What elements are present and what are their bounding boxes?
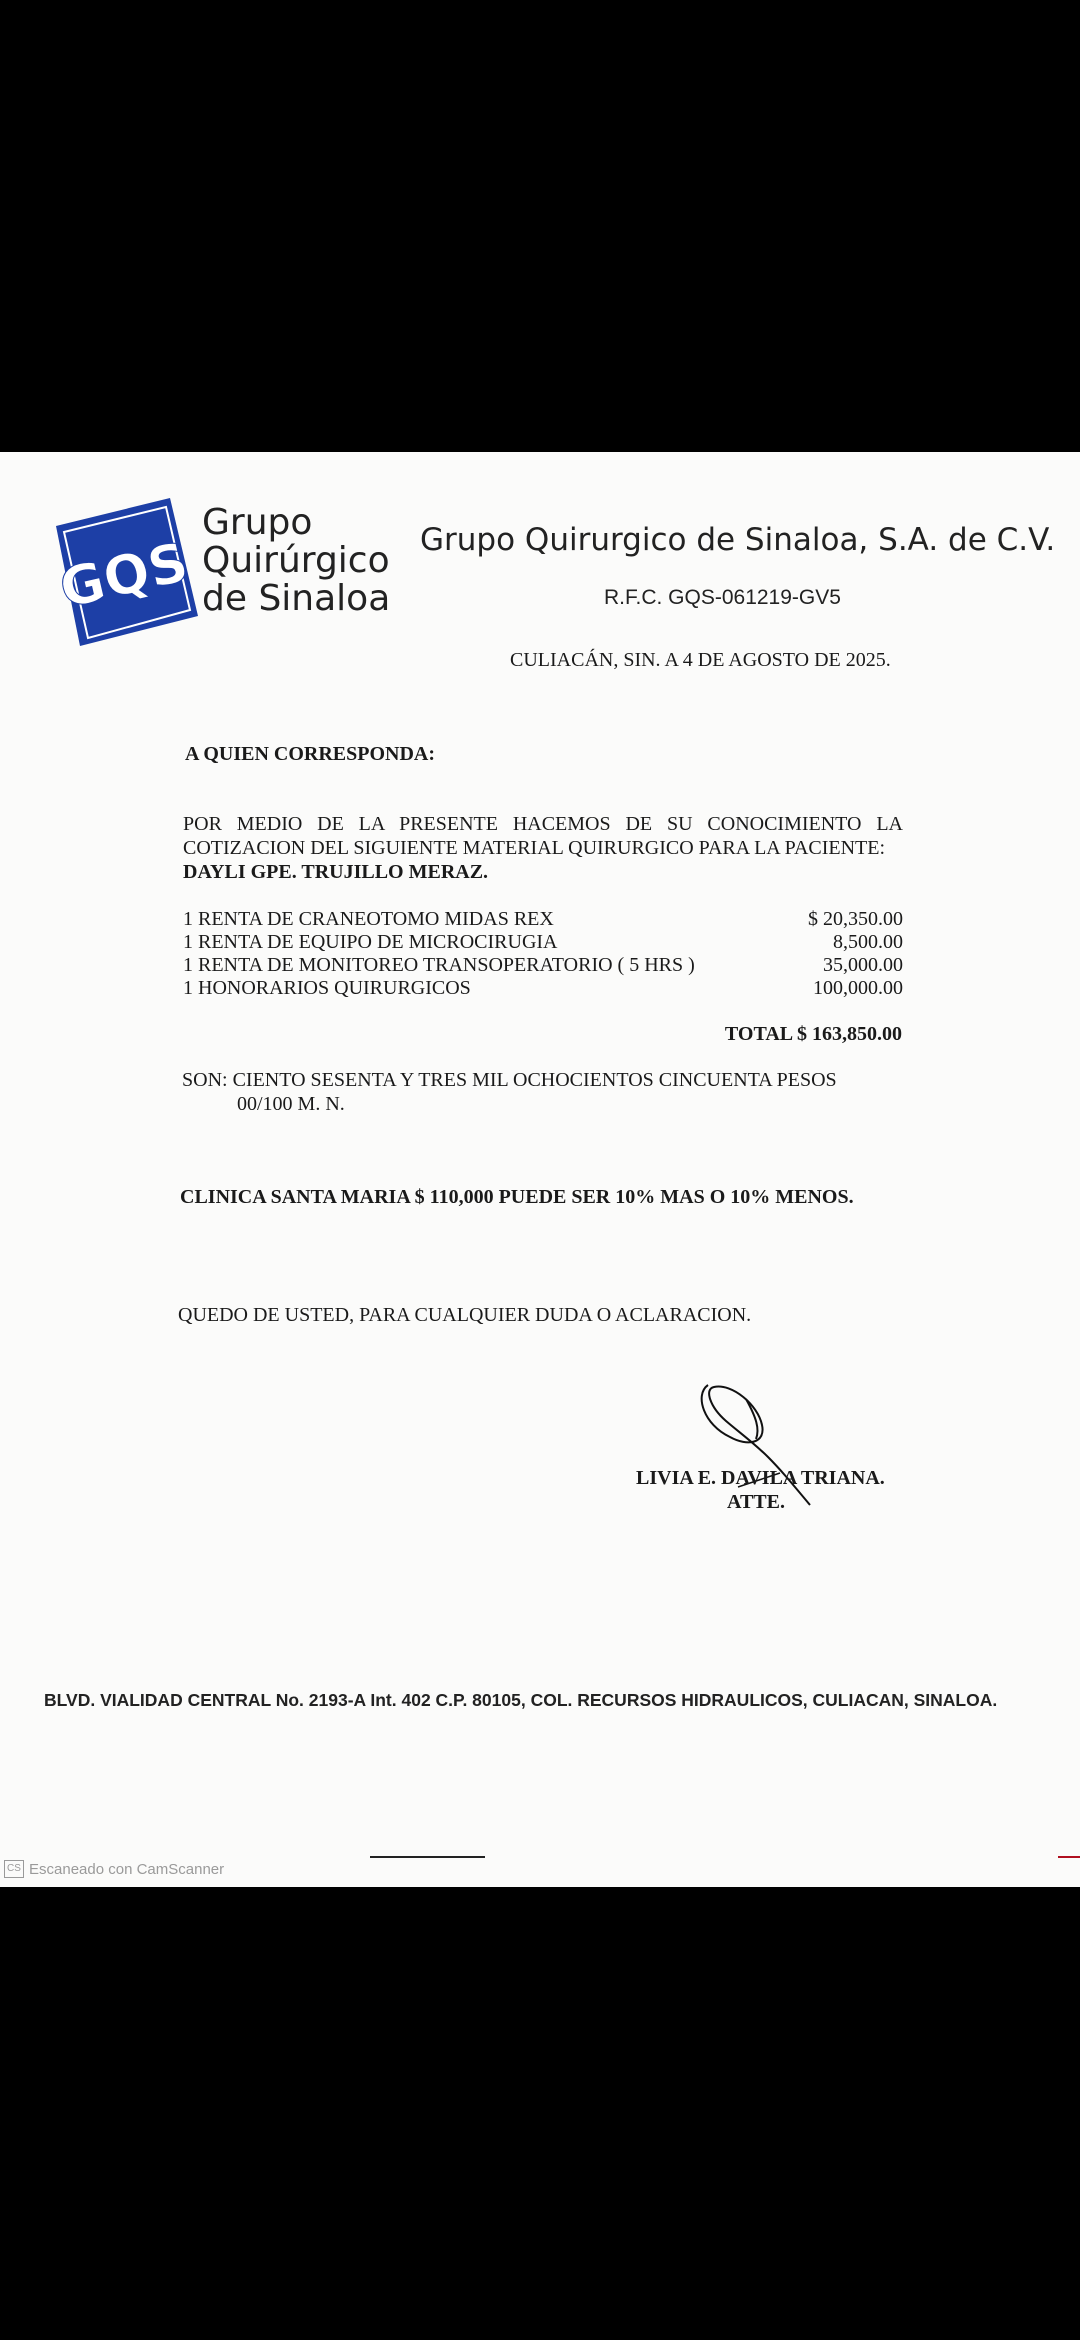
camscanner-watermark: [4, 1860, 224, 1878]
quote-total: TOTAL $ 163,850.00: [724, 1023, 902, 1045]
camscanner-text: Escaneado con CamScanner: [29, 1860, 225, 1878]
quote-item-row: [183, 976, 903, 999]
item-description: 1 HONORARIOS QUIRURGICOS: [183, 977, 471, 999]
item-amount: 8,500.00: [833, 931, 903, 953]
logo-wordmark: [202, 504, 390, 618]
logo-mark-text: GQS: [53, 530, 194, 621]
camscanner-icon: CS: [4, 1860, 24, 1878]
salutation: A QUIEN CORRESPONDA:: [185, 743, 436, 765]
logo-word-2: Quirúrgico: [202, 540, 390, 581]
rfc-number: R.F.C. GQS-061219-GV5: [604, 586, 841, 609]
signer-name: LIVIA E. DAVILA TRIANA.: [636, 1467, 885, 1489]
amount-in-words: [182, 1068, 902, 1116]
item-amount: 100,000.00: [813, 977, 903, 999]
quote-item-row: [183, 953, 903, 976]
closing-line: QUEDO DE USTED, PARA CUALQUIER DUDA O ACLARACION.: [178, 1304, 752, 1326]
item-amount: $ 20,350.00: [808, 908, 903, 930]
clinic-note: CLINICA SANTA MARIA $ 110,000 PUEDE SER 10% MAS O 10% MENOS.: [180, 1186, 854, 1208]
item-description: 1 RENTA DE EQUIPO DE MICROCIRUGIA: [183, 931, 558, 953]
item-description: 1 RENTA DE MONITOREO TRANSOPERATORIO ( 5 HRS ): [183, 954, 695, 976]
scan-artifact-line: [1058, 1856, 1080, 1858]
footer-address: BLVD. VIALIDAD CENTRAL No. 2193-A Int. 402 C.P. 80105, COL. RECURSOS HIDRAULICOS, CULIACAN, SINALOA.: [44, 1690, 998, 1710]
logo-word-3: de Sinaloa: [202, 578, 391, 619]
gqs-logo-icon: [52, 498, 198, 646]
company-name: Grupo Quirurgico de Sinaloa, S.A. de C.V.: [420, 522, 1056, 558]
scan-artifact-line: [370, 1856, 485, 1858]
amount-words-line2: 00/100 M. N.: [237, 1093, 345, 1115]
item-description: 1 RENTA DE CRANEOTOMO MIDAS REX: [183, 908, 554, 930]
document-page: [0, 452, 1080, 1887]
patient-name: DAYLI GPE. TRUJILLO MERAZ.: [183, 861, 489, 883]
quote-item-row: [183, 907, 903, 930]
quote-items: [183, 907, 903, 999]
logo-word-1: Grupo: [202, 502, 313, 543]
place-date: CULIACÁN, SIN. A 4 DE AGOSTO DE 2025.: [510, 649, 891, 671]
intro-text: POR MEDIO DE LA PRESENTE HACEMOS DE SU CONOCIMIENTO LA COTIZACION DEL SIGUIENTE MATERIAL QUIRURGICO PARA LA PACIENTE:: [183, 813, 903, 859]
intro-paragraph: [183, 812, 903, 884]
item-amount: 35,000.00: [823, 954, 903, 976]
quote-item-row: [183, 930, 903, 953]
amount-words-line1: SON: CIENTO SESENTA Y TRES MIL OCHOCIENTOS CINCUENTA PESOS: [182, 1069, 837, 1091]
signer-atte: ATTE.: [727, 1491, 785, 1513]
